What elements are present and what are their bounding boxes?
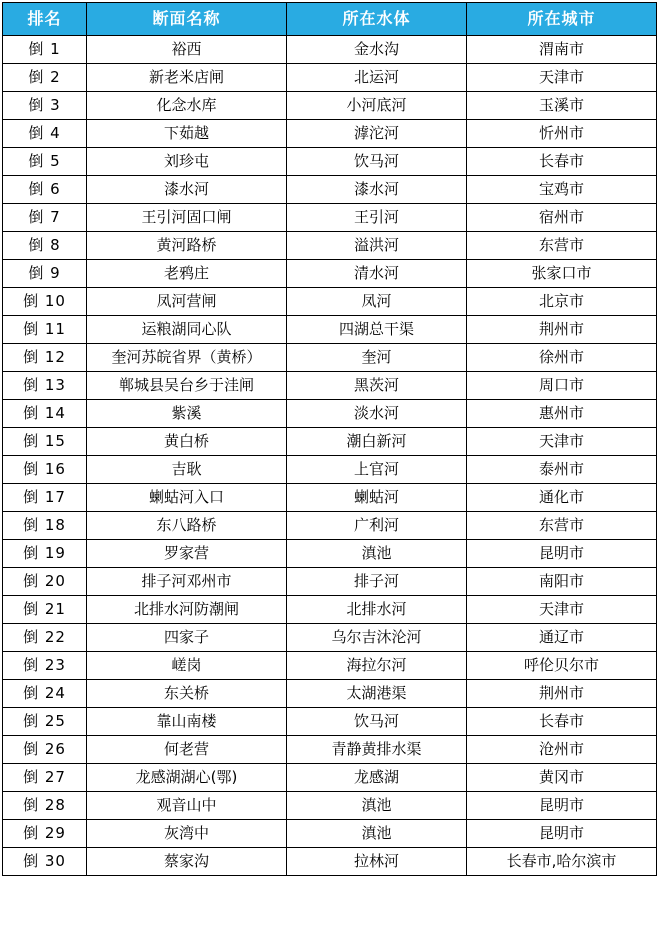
cell-section-name: 东八路桥 — [87, 512, 287, 540]
cell-city: 荆州市 — [467, 680, 657, 708]
table-row — [3, 260, 657, 288]
table-row — [3, 736, 657, 764]
cell-water-body: 滇池 — [287, 540, 467, 568]
cell-water-body: 广利河 — [287, 512, 467, 540]
cell-water-body: 清水河 — [287, 260, 467, 288]
table-row — [3, 652, 657, 680]
cell-rank: 倒 27 — [3, 764, 87, 792]
table-row — [3, 316, 657, 344]
cell-city: 徐州市 — [467, 344, 657, 372]
cell-rank: 倒 28 — [3, 792, 87, 820]
table-row — [3, 148, 657, 176]
cell-water-body: 北排水河 — [287, 596, 467, 624]
cell-section-name: 郸城县吴台乡于洼闸 — [87, 372, 287, 400]
table-row — [3, 456, 657, 484]
cell-water-body: 王引河 — [287, 204, 467, 232]
table-header — [3, 3, 657, 36]
cell-section-name: 罗家营 — [87, 540, 287, 568]
cell-section-name: 排子河邓州市 — [87, 568, 287, 596]
cell-section-name: 奎河苏皖省界（黄桥） — [87, 344, 287, 372]
table-row — [3, 92, 657, 120]
cell-rank: 倒 2 — [3, 64, 87, 92]
cell-section-name: 王引河固口闸 — [87, 204, 287, 232]
cell-section-name: 龙感湖湖心(鄂) — [87, 764, 287, 792]
cell-section-name: 吉耿 — [87, 456, 287, 484]
cell-city: 玉溪市 — [467, 92, 657, 120]
cell-city: 天津市 — [467, 64, 657, 92]
cell-city: 昆明市 — [467, 820, 657, 848]
cell-section-name: 靠山南楼 — [87, 708, 287, 736]
table-row — [3, 764, 657, 792]
cell-water-body: 排子河 — [287, 568, 467, 596]
cell-city: 昆明市 — [467, 792, 657, 820]
cell-city: 南阳市 — [467, 568, 657, 596]
cell-city: 宿州市 — [467, 204, 657, 232]
cell-city: 张家口市 — [467, 260, 657, 288]
table-row — [3, 596, 657, 624]
cell-rank: 倒 25 — [3, 708, 87, 736]
cell-water-body: 饮马河 — [287, 148, 467, 176]
cell-rank: 倒 17 — [3, 484, 87, 512]
cell-water-body: 乌尔吉沐沦河 — [287, 624, 467, 652]
cell-city: 忻州市 — [467, 120, 657, 148]
cell-section-name: 北排水河防潮闸 — [87, 596, 287, 624]
cell-city: 沧州市 — [467, 736, 657, 764]
cell-city: 黄冈市 — [467, 764, 657, 792]
cell-city: 惠州市 — [467, 400, 657, 428]
cell-section-name: 四家子 — [87, 624, 287, 652]
cell-section-name: 裕西 — [87, 36, 287, 64]
cell-water-body: 蝲蛄河 — [287, 484, 467, 512]
cell-city: 天津市 — [467, 428, 657, 456]
cell-city: 东营市 — [467, 512, 657, 540]
cell-section-name: 观音山中 — [87, 792, 287, 820]
cell-rank: 倒 23 — [3, 652, 87, 680]
cell-water-body: 淡水河 — [287, 400, 467, 428]
cell-section-name: 黄白桥 — [87, 428, 287, 456]
cell-rank: 倒 15 — [3, 428, 87, 456]
cell-water-body: 龙感湖 — [287, 764, 467, 792]
cell-water-body: 黑茨河 — [287, 372, 467, 400]
table-row — [3, 848, 657, 876]
cell-section-name: 东关桥 — [87, 680, 287, 708]
table-row — [3, 820, 657, 848]
cell-rank: 倒 4 — [3, 120, 87, 148]
cell-water-body: 小河底河 — [287, 92, 467, 120]
cell-rank: 倒 8 — [3, 232, 87, 260]
cell-water-body: 饮马河 — [287, 708, 467, 736]
table-row — [3, 120, 657, 148]
column-header-city: 所在城市 — [467, 3, 657, 36]
cell-water-body: 奎河 — [287, 344, 467, 372]
table-row — [3, 344, 657, 372]
cell-rank: 倒 10 — [3, 288, 87, 316]
cell-section-name: 蝲蛄河入口 — [87, 484, 287, 512]
cell-water-body: 漆水河 — [287, 176, 467, 204]
cell-city: 通辽市 — [467, 624, 657, 652]
cell-rank: 倒 29 — [3, 820, 87, 848]
column-header-water-body: 所在水体 — [287, 3, 467, 36]
cell-rank: 倒 14 — [3, 400, 87, 428]
cell-water-body: 青静黄排水渠 — [287, 736, 467, 764]
table-row — [3, 708, 657, 736]
cell-section-name: 蔡家沟 — [87, 848, 287, 876]
cell-water-body: 潮白新河 — [287, 428, 467, 456]
cell-section-name: 刘珍屯 — [87, 148, 287, 176]
cell-rank: 倒 3 — [3, 92, 87, 120]
cell-section-name: 灰湾中 — [87, 820, 287, 848]
cell-section-name: 老鸦庄 — [87, 260, 287, 288]
cell-rank: 倒 6 — [3, 176, 87, 204]
cell-city: 宝鸡市 — [467, 176, 657, 204]
cell-water-body: 拉林河 — [287, 848, 467, 876]
cell-section-name: 嵯岗 — [87, 652, 287, 680]
cell-rank: 倒 9 — [3, 260, 87, 288]
table-row — [3, 680, 657, 708]
table-row — [3, 176, 657, 204]
table-row — [3, 512, 657, 540]
table-row — [3, 792, 657, 820]
table-row — [3, 540, 657, 568]
cell-rank: 倒 22 — [3, 624, 87, 652]
cell-city: 天津市 — [467, 596, 657, 624]
cell-city: 昆明市 — [467, 540, 657, 568]
cell-city: 长春市 — [467, 708, 657, 736]
table-row — [3, 400, 657, 428]
table-row — [3, 568, 657, 596]
cell-city: 长春市,哈尔滨市 — [467, 848, 657, 876]
table-row — [3, 204, 657, 232]
cell-city: 呼伦贝尔市 — [467, 652, 657, 680]
cell-water-body: 上官河 — [287, 456, 467, 484]
cell-section-name: 下茹越 — [87, 120, 287, 148]
table-row — [3, 428, 657, 456]
cell-section-name: 运粮湖同心队 — [87, 316, 287, 344]
cell-section-name: 黄河路桥 — [87, 232, 287, 260]
cell-city: 周口市 — [467, 372, 657, 400]
cell-rank: 倒 19 — [3, 540, 87, 568]
table-row — [3, 288, 657, 316]
cell-city: 泰州市 — [467, 456, 657, 484]
table-header-row — [3, 3, 657, 36]
cell-section-name: 凤河营闸 — [87, 288, 287, 316]
cell-water-body: 滹沱河 — [287, 120, 467, 148]
table-row — [3, 372, 657, 400]
table-row — [3, 624, 657, 652]
cell-rank: 倒 21 — [3, 596, 87, 624]
cell-water-body: 四湖总干渠 — [287, 316, 467, 344]
cell-section-name: 何老营 — [87, 736, 287, 764]
cell-section-name: 漆水河 — [87, 176, 287, 204]
table-row — [3, 232, 657, 260]
cell-water-body: 海拉尔河 — [287, 652, 467, 680]
cell-water-body: 太湖港渠 — [287, 680, 467, 708]
water-quality-ranking-table — [2, 2, 657, 876]
column-header-section-name: 断面名称 — [87, 3, 287, 36]
cell-city: 东营市 — [467, 232, 657, 260]
cell-rank: 倒 20 — [3, 568, 87, 596]
cell-city: 长春市 — [467, 148, 657, 176]
cell-city: 荆州市 — [467, 316, 657, 344]
cell-water-body: 凤河 — [287, 288, 467, 316]
cell-rank: 倒 26 — [3, 736, 87, 764]
cell-section-name: 新老米店闸 — [87, 64, 287, 92]
cell-city: 北京市 — [467, 288, 657, 316]
table-row — [3, 484, 657, 512]
cell-rank: 倒 24 — [3, 680, 87, 708]
cell-water-body: 滇池 — [287, 792, 467, 820]
cell-city: 通化市 — [467, 484, 657, 512]
cell-water-body: 北运河 — [287, 64, 467, 92]
table-row — [3, 36, 657, 64]
cell-water-body: 溢洪河 — [287, 232, 467, 260]
cell-rank: 倒 7 — [3, 204, 87, 232]
cell-water-body: 滇池 — [287, 820, 467, 848]
cell-rank: 倒 16 — [3, 456, 87, 484]
cell-rank: 倒 13 — [3, 372, 87, 400]
cell-rank: 倒 30 — [3, 848, 87, 876]
cell-water-body: 金水沟 — [287, 36, 467, 64]
cell-rank: 倒 12 — [3, 344, 87, 372]
cell-rank: 倒 1 — [3, 36, 87, 64]
cell-rank: 倒 5 — [3, 148, 87, 176]
table-body — [3, 36, 657, 876]
cell-section-name: 紫溪 — [87, 400, 287, 428]
cell-city: 渭南市 — [467, 36, 657, 64]
table-row — [3, 64, 657, 92]
cell-rank: 倒 11 — [3, 316, 87, 344]
column-header-rank: 排名 — [3, 3, 87, 36]
cell-rank: 倒 18 — [3, 512, 87, 540]
cell-section-name: 化念水库 — [87, 92, 287, 120]
